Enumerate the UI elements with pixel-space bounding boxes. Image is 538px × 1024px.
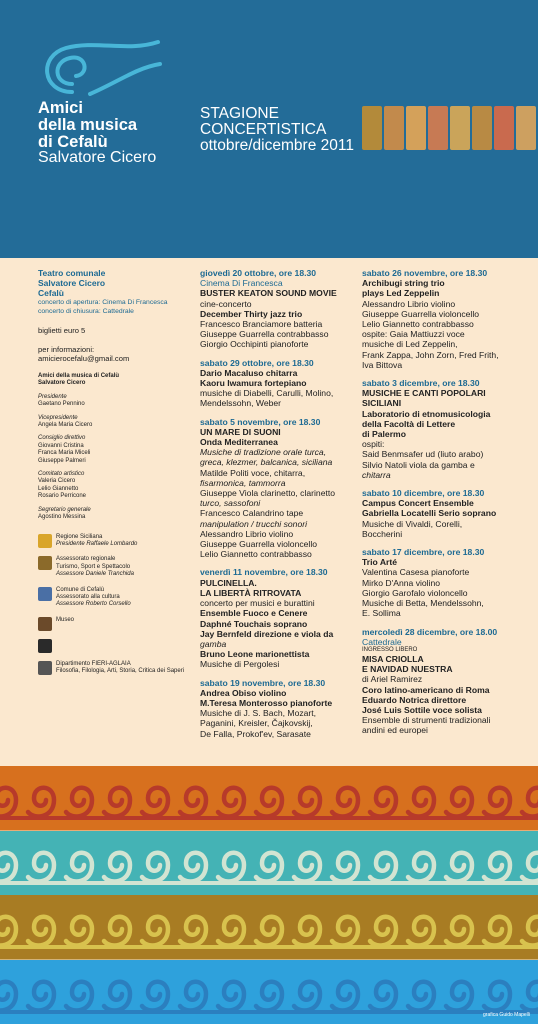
season-line-1: STAGIONE bbox=[200, 105, 279, 122]
event-date: sabato 19 novembre, ore 18.30 bbox=[200, 677, 326, 688]
event-line: cine-concerto bbox=[200, 298, 252, 309]
wave-band bbox=[0, 766, 538, 831]
portrait-image bbox=[428, 106, 448, 150]
event-line: Eduardo Notrica direttore bbox=[362, 694, 467, 705]
sponsor-row bbox=[38, 617, 188, 631]
officers-list bbox=[38, 394, 188, 522]
sponsor-text: Regione Siciliana bbox=[56, 533, 103, 540]
sponsor-text: Dipartimento FIERI-AGLAIA bbox=[56, 660, 131, 667]
event-line: Mendelssohn, Weber bbox=[200, 398, 282, 409]
event-line: Silvio Natoli viola da gamba e bbox=[362, 459, 475, 470]
event-line: greca, klezmer, balcanica, siciliana bbox=[200, 457, 333, 468]
sponsor-text: Comune di Cefalù bbox=[56, 586, 105, 593]
event-line: andini ed europei bbox=[362, 725, 428, 736]
event-line: Said Benmsafer ud (liuto arabo) bbox=[362, 449, 484, 460]
event-date: sabato 17 dicembre, ore 18.30 bbox=[362, 547, 485, 558]
officer-name: Agostino Messina bbox=[38, 514, 86, 521]
officer-name: Rosario Perricone bbox=[38, 493, 87, 500]
event-line: manipulation / trucchi sonori bbox=[200, 518, 307, 529]
event-date: sabato 29 ottobre, ore 18.30 bbox=[200, 357, 314, 368]
event-line: Alessandro Librio violino bbox=[200, 528, 294, 539]
event-line: ospiti: bbox=[362, 439, 385, 450]
event-line: E NAVIDAD NUESTRA bbox=[362, 664, 453, 675]
officer-role: Consiglio direttivo bbox=[38, 435, 86, 442]
event-line: MUSICHE E CANTI POPOLARI bbox=[362, 388, 486, 399]
event-line: Giuseppe Guarrella violoncello bbox=[362, 308, 480, 319]
org-name: Amici della musica di Cefalù bbox=[38, 373, 120, 379]
event-line: gamba bbox=[200, 638, 227, 649]
closing-concert: concerto di chiusura: Cattedrale bbox=[38, 308, 134, 315]
event-venue: Cattedrale bbox=[362, 636, 402, 647]
sponsor-row bbox=[38, 534, 188, 549]
event-line: Onda Mediterranea bbox=[200, 437, 278, 448]
officer-name: Lelio Giannetto bbox=[38, 485, 79, 492]
sponsor-row bbox=[38, 556, 188, 578]
event-line: concerto per musici e burattini bbox=[200, 598, 315, 609]
sponsor-text: Museo bbox=[56, 616, 75, 623]
event-block bbox=[200, 567, 358, 669]
event-line: Musiche di Vivaldi, Corelli, bbox=[362, 518, 463, 529]
wave-band bbox=[0, 895, 538, 960]
event-block bbox=[200, 358, 358, 409]
event-line: musiche di Led Zeppelin, bbox=[362, 339, 458, 350]
event-line: Campus Concert Ensemble bbox=[362, 498, 474, 509]
sicilia-logo-icon bbox=[38, 556, 52, 570]
portrait-image bbox=[450, 106, 470, 150]
event-line: Musiche di J. S. Bach, Mozart, bbox=[200, 708, 317, 719]
events-column-2 bbox=[362, 268, 520, 744]
event-line: Coro latino-americano di Roma bbox=[362, 684, 490, 695]
event-block bbox=[362, 378, 520, 480]
officer-role: Comitato artistico bbox=[38, 471, 85, 478]
event-line: SICILIANI bbox=[362, 398, 402, 409]
event-line: fisarmonica, tammorra bbox=[200, 477, 286, 488]
event-line: Laboratorio di etnomusicologia bbox=[362, 408, 491, 419]
event-line: ospite: Gaia Mattiuzzi voce bbox=[362, 329, 465, 340]
sponsor-text: Presidente Raffaele Lombardo bbox=[56, 540, 138, 547]
event-line: Musiche di tradizione orale turca, bbox=[200, 447, 327, 458]
event-line: December Thirty jazz trio bbox=[200, 308, 303, 319]
sponsor-text: Assessore Daniele Tranchida bbox=[56, 571, 134, 578]
season-line-2: CONCERTISTICA bbox=[200, 121, 327, 138]
event-line: Giorgio Garofalo violoncello bbox=[362, 587, 468, 598]
event-line: Giuseppe Viola clarinetto, clarinetto bbox=[200, 488, 336, 499]
event-line: LA LIBERTÀ RITROVATA bbox=[200, 587, 302, 598]
portrait-image bbox=[384, 106, 404, 150]
event-line: Jay Bernfeld direzione e viola da bbox=[200, 628, 334, 639]
brand-line-3: di Cefalù bbox=[38, 133, 108, 151]
event-note: INGRESSO LIBERO bbox=[362, 646, 418, 653]
season-line-3: ottobre/dicembre 2011 bbox=[200, 137, 354, 154]
event-line: PULCINELLA. bbox=[200, 577, 257, 588]
event-line: Francesco Calandrino tape bbox=[200, 508, 304, 519]
event-line: di Ariel Ramirez bbox=[362, 674, 423, 685]
event-line: MISA CRIOLLA bbox=[362, 653, 424, 664]
event-block bbox=[362, 488, 520, 539]
officer-role: Vicepresidente bbox=[38, 414, 78, 421]
event-block bbox=[200, 268, 358, 350]
event-line: Giorgio Occhipinti pianoforte bbox=[200, 339, 309, 350]
sponsor-text: Turismo, Sport e Spettacolo bbox=[56, 563, 131, 570]
event-line: Lelio Giannetto contrabbasso bbox=[362, 319, 474, 330]
contact-email[interactable]: amicierocefalu@gmail.com bbox=[38, 354, 130, 363]
sponsor-text: Assessore Roberto Corsello bbox=[56, 601, 131, 608]
portrait-image bbox=[472, 106, 492, 150]
event-line: E. Sollima bbox=[362, 608, 401, 619]
sponsor-text: Filosofia, Filologia, Arti, Storia, Critica dei Saperi bbox=[56, 668, 185, 675]
venue-line-3: Cefalù bbox=[38, 288, 64, 298]
officer-role: Presidente bbox=[38, 393, 67, 400]
sponsor-row bbox=[38, 661, 188, 676]
brand-subtitle: Salvatore Cicero bbox=[38, 149, 157, 166]
portrait-image bbox=[516, 106, 536, 150]
event-date: venerdì 11 novembre, ore 18.30 bbox=[200, 567, 328, 578]
ticket-price: biglietti euro 5 bbox=[38, 326, 86, 335]
officer-role: Segretario generale bbox=[38, 506, 91, 513]
event-line: Ensemble Fuoco e Cenere bbox=[200, 608, 308, 619]
season-title bbox=[200, 106, 354, 154]
event-line: Daphné Touchais soprano bbox=[200, 618, 308, 629]
venue-line-2: Salvatore Cicero bbox=[38, 278, 106, 288]
design-credit: grafica Guido Mapelli bbox=[483, 1012, 530, 1018]
event-line: Musiche di Betta, Mendelssohn, bbox=[362, 598, 484, 609]
event-line: Giuseppe Guarrella contrabbasso bbox=[200, 329, 329, 340]
sponsor-text: Assessorato regionale bbox=[56, 556, 116, 563]
event-line: José Luis Sottile voce solista bbox=[362, 704, 482, 715]
header-banner bbox=[0, 0, 538, 258]
event-line: Boccherini bbox=[362, 528, 403, 539]
event-date: mercoledì 28 dicembre, ore 18.00 bbox=[362, 626, 498, 637]
event-line: Musiche di Pergolesi bbox=[200, 659, 280, 670]
event-line: Lelio Giannetto contrabbasso bbox=[200, 549, 312, 560]
event-line: Francesco Branciamore batteria bbox=[200, 319, 323, 330]
officer-name: Giuseppe Palmeri bbox=[38, 457, 86, 464]
university-logo-icon bbox=[38, 661, 52, 675]
wave-band bbox=[0, 960, 538, 1024]
event-line: De Falla, Prokof'ev, Sarasate bbox=[200, 728, 311, 739]
event-line: UN MARE DI SUONI bbox=[200, 426, 281, 437]
org-name-2: Salvatore Cicero bbox=[38, 380, 86, 387]
sicilia-emblem-icon bbox=[38, 534, 52, 548]
event-date: sabato 3 dicembre, ore 18.30 bbox=[362, 378, 480, 389]
event-line: Archibugi string trio bbox=[362, 278, 445, 289]
event-line: plays Led Zeppelin bbox=[362, 288, 440, 299]
events-column-1 bbox=[200, 268, 358, 747]
event-line: Paganini, Kreisler, Čajkovskij, bbox=[200, 718, 313, 729]
event-block bbox=[362, 627, 520, 736]
event-line: Giuseppe Guarrella violoncello bbox=[200, 539, 318, 550]
event-line: Bruno Leone marionettista bbox=[200, 649, 310, 660]
event-line: Alessandro Librio violino bbox=[362, 298, 456, 309]
officer-name: Franca Maria Miceli bbox=[38, 450, 91, 457]
brand-line-2: della musica bbox=[38, 116, 138, 134]
portrait-image bbox=[494, 106, 514, 150]
sponsor-row bbox=[38, 639, 188, 653]
program-content bbox=[0, 258, 538, 766]
sidebar bbox=[38, 268, 188, 676]
event-line: Iva Bittova bbox=[362, 359, 403, 370]
event-line: Matilde Politi voce, chitarra, bbox=[200, 467, 306, 478]
portrait-image bbox=[362, 106, 382, 150]
event-line: musiche di Diabelli, Carulli, Molino, bbox=[200, 388, 334, 399]
event-line: della Facoltà di Lettere bbox=[362, 418, 456, 429]
venue-line-1: Teatro comunale bbox=[38, 268, 106, 278]
event-line: di Palermo bbox=[362, 429, 406, 440]
museo-logo-icon bbox=[38, 617, 52, 631]
logo-swirl-icon bbox=[32, 34, 162, 104]
portrait-image bbox=[406, 106, 426, 150]
event-line: Andrea Obiso violino bbox=[200, 687, 287, 698]
event-line: Kaoru Iwamura fortepiano bbox=[200, 378, 307, 389]
event-block bbox=[200, 417, 358, 560]
event-line: Ensemble di strumenti tradizionali bbox=[362, 715, 491, 726]
event-venue: Cinema Di Francesca bbox=[200, 278, 283, 289]
cuba-logo-icon bbox=[38, 639, 52, 653]
event-block bbox=[200, 678, 358, 739]
cefalu-crest-icon bbox=[38, 587, 52, 601]
event-line: Dario Macaluso chitarra bbox=[200, 367, 298, 378]
event-date: sabato 10 dicembre, ore 18.30 bbox=[362, 488, 485, 499]
event-line: Frank Zappa, John Zorn, Fred Frith, bbox=[362, 349, 499, 360]
decorative-wave-bands bbox=[0, 766, 538, 1024]
sponsors-list bbox=[38, 534, 188, 676]
officer-name: Valeria Cicero bbox=[38, 478, 76, 485]
sponsor-row bbox=[38, 587, 188, 609]
event-line: BUSTER KEATON SOUND MOVIE bbox=[200, 288, 337, 299]
event-line: M.Teresa Monterosso pianoforte bbox=[200, 697, 333, 708]
sponsor-text: Assessorato alla cultura bbox=[56, 593, 120, 600]
officer-name: Gaetano Pennino bbox=[38, 401, 85, 408]
event-date: sabato 26 novembre, ore 18.30 bbox=[362, 268, 488, 278]
event-line: turco, sassofoni bbox=[200, 498, 261, 509]
opening-concert: concerto di apertura: Cinema Di Francesca bbox=[38, 299, 168, 306]
event-date: sabato 5 novembre, ore 18.30 bbox=[200, 416, 321, 427]
info-label: per informazioni: bbox=[38, 345, 95, 354]
composer-portraits bbox=[362, 106, 536, 150]
event-line: Trio Arté bbox=[362, 557, 398, 568]
brand-line-1: Amici bbox=[38, 99, 83, 117]
event-date: giovedì 20 ottobre, ore 18.30 bbox=[200, 268, 317, 278]
event-line: chitarra bbox=[362, 469, 391, 480]
event-block bbox=[362, 547, 520, 618]
officer-name: Giovanni Cristina bbox=[38, 442, 84, 449]
event-block bbox=[362, 268, 520, 370]
officer-name: Angela Maria Cicero bbox=[38, 422, 93, 429]
wave-band bbox=[0, 831, 538, 896]
event-line: Gabriella Locatelli Serio soprano bbox=[362, 508, 497, 519]
event-line: Valentina Casesa pianoforte bbox=[362, 567, 470, 578]
event-line: Mirko D'Anna violino bbox=[362, 577, 441, 588]
